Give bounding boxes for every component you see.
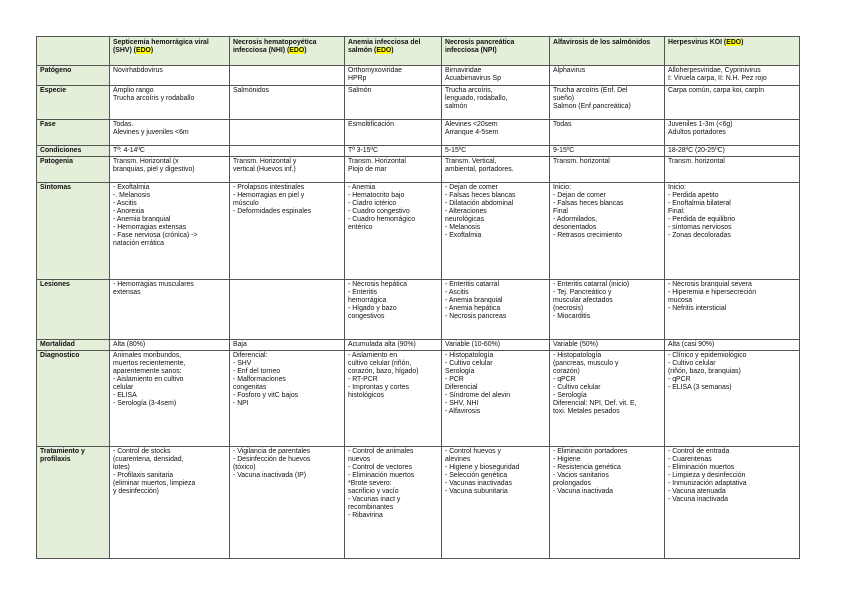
- table-cell: Transm. Horizontal Piojo de mar: [345, 157, 442, 183]
- table-cell: - Vigilancia de parentales - Desinfección de huevos (tóxico) - Vacuna inactivada (IP): [230, 447, 345, 559]
- row-header: Fase: [37, 120, 110, 146]
- table-cell: Transm. Vertical, ambiental, portadores.: [442, 157, 550, 183]
- table-cell: Tª 3-15ºC: [345, 146, 442, 157]
- table-cell: Trucha arcoíris (Enf. Del sueño) Salmon (Enf pancreática): [550, 86, 665, 120]
- row-header: Mortalidad: [37, 340, 110, 351]
- edo-tag: EDO: [135, 47, 151, 54]
- table-cell: Todas: [550, 120, 665, 146]
- table-cell: Variable (50%): [550, 340, 665, 351]
- table-cell: - Enteritis catarral - Ascitis - Anemia branquial - Anemia hepática - Necrosis pancreas: [442, 280, 550, 340]
- table-cell: Tª: 4-14ºC: [110, 146, 230, 157]
- table-cell: - Control de entrada - Cuarentenas - Eliminación muertos - Limpieza y desinfección - Inmunización adaptativa - Vacuna atenuada - Vacuna inactivada: [665, 447, 800, 559]
- table-cell: Animales moribundos, muertos recientemente, aparentemente sanos: - Aislamiento en cultivo celular - ELISA - Serología (3-4sem): [110, 351, 230, 447]
- table-cell: Baja: [230, 340, 345, 351]
- table-row: [37, 351, 800, 447]
- table-row: [37, 183, 800, 280]
- table-cell: Transm. horizontal: [665, 157, 800, 183]
- table-row: [37, 447, 800, 559]
- corner-cell: [37, 37, 110, 66]
- table-cell: - Hemorragias musculares extensas: [110, 280, 230, 340]
- table-cell: Juveniles 1-3m (<6g) Adultos portadores: [665, 120, 800, 146]
- table-cell: Orthomyxoviridae HPRp: [345, 66, 442, 86]
- table-cell: Transm. Horizontal (x branquias, piel y digestivo): [110, 157, 230, 183]
- table-cell: - Enteritis catarral (inicio) - Tej. Pancreático y muscular afectados (necrosis) - Miocarditis: [550, 280, 665, 340]
- table-row: [37, 280, 800, 340]
- table-cell: 5-15ºC: [442, 146, 550, 157]
- table-cell: Amplio rango Trucha arcoíris y rodaballo: [110, 86, 230, 120]
- row-header: Patógeno: [37, 66, 110, 86]
- edo-tag: EDO: [289, 47, 305, 54]
- row-header: Síntomas: [37, 183, 110, 280]
- column-header: [442, 37, 550, 66]
- table-cell: Alta (80%): [110, 340, 230, 351]
- table-cell: Todas. Alevines y juveniles <6m: [110, 120, 230, 146]
- column-header-label: Necrosis hematopoyética infecciosa (NHI): [233, 39, 317, 54]
- table-cell: Inicio: - Dejan de comer - Falsas heces blancas Final - Adormilados, desorientados - Retrasos crecimiento: [550, 183, 665, 280]
- table-cell: Novirhabdovirus: [110, 66, 230, 86]
- table-cell: - Prolapsos intestinales - Hemorragias en piel y músculo - Deformidades espinales: [230, 183, 345, 280]
- column-header-label: Alfavirosis de los salmónidos: [553, 39, 651, 46]
- table-cell: [230, 66, 345, 86]
- table-cell: Salmón: [345, 86, 442, 120]
- row-header: Tratamiento y profilaxis: [37, 447, 110, 559]
- table-cell: - Control de animales nuevos - Control de vectores - Eliminación muertos *Brote severo: sacrificio y vacío - Vacunas inact y recombinantes - Ribavirina: [345, 447, 442, 559]
- column-header: [550, 37, 665, 66]
- table-row: [37, 157, 800, 183]
- table-cell: Alta (casi 90%): [665, 340, 800, 351]
- table-cell: [230, 280, 345, 340]
- disease-comparison-table: [36, 36, 800, 559]
- edo-tag: EDO: [726, 39, 742, 46]
- table-cell: - Clínico y epidemiológico - Cultivo celular (riñón, bazo, branquias) - qPCR - ELISA (3 semanas): [665, 351, 800, 447]
- table-cell: Transm. horizontal: [550, 157, 665, 183]
- column-header-label: Herpesvirus KOI: [668, 39, 722, 46]
- table-cell: - Anemia - Hematocrito bajo - Ciadro ictérico - Cuadro congestivo - Cuadro hemorrágico entérico: [345, 183, 442, 280]
- table-cell: 18-28ºC (20-25ºC): [665, 146, 800, 157]
- table-cell: Trucha arcoíris, lenguado, rodaballo, salmón: [442, 86, 550, 120]
- table-cell: - Dejan de comer - Falsas heces blancas - Dilatación abdominal - Alteraciones neurológicas - Melanosis - Exoftalmia: [442, 183, 550, 280]
- table-row: [37, 120, 800, 146]
- column-header-label: Septicemia hemorrágica viral (SHV): [113, 39, 209, 54]
- edo-tag: EDO: [376, 47, 392, 54]
- row-header: Diagnostico: [37, 351, 110, 447]
- table-cell: - Necrosis branquial severa - Hiperemia e hipersecreción mucosa - Nefritis intersticial: [665, 280, 800, 340]
- table-cell: Salmónidos: [230, 86, 345, 120]
- table-cell: - Aislamiento en cultivo celular (riñón, corazón, bazo, hígado) - RT-PCR - Improntas y cortes histológicos: [345, 351, 442, 447]
- table-cell: Diferencial: - SHV - Enf del torneo - Malformaciones congenitas - Fosforo y vitC bajos - NPI: [230, 351, 345, 447]
- table-cell: Esmoltificación: [345, 120, 442, 146]
- table-cell: [230, 146, 345, 157]
- row-header: Especie: [37, 86, 110, 120]
- column-header: Herpesvirus KOI (EDO): [665, 37, 800, 66]
- row-header: Lesiones: [37, 280, 110, 340]
- table-cell: Variable (10-60%): [442, 340, 550, 351]
- table-cell: Carpa común, carpa koi, carpín: [665, 86, 800, 120]
- table-cell: Inicio: - Perdida apetito - Enoftalmia bilateral Final: - Perdida de equilibrio - síntomas nerviosos - Zonas decoloradas: [665, 183, 800, 280]
- row-header: Patogenia: [37, 157, 110, 183]
- table-cell: 9-15ºC: [550, 146, 665, 157]
- column-header: Necrosis hematopoyética infecciosa (NHI) (EDO): [230, 37, 345, 66]
- table-cell: - Necrosis hepática - Enteritis hemorrágica - Hígado y bazo congestivos: [345, 280, 442, 340]
- table-row: [37, 66, 800, 86]
- row-header: Condiciones: [37, 146, 110, 157]
- table-cell: - Control de stocks (cuarentena, densidad, lotes) - Profilaxis sanitaria (eliminar muertos, limpieza y desinfección): [110, 447, 230, 559]
- table-row: [37, 86, 800, 120]
- table-cell: Acumulada alta (90%): [345, 340, 442, 351]
- column-header-label: Necrosis pancreática infecciosa (NPI): [445, 39, 515, 54]
- table-row: [37, 340, 800, 351]
- table-cell: [230, 120, 345, 146]
- column-header-label: Anemia infecciosa del salmón: [348, 39, 421, 54]
- table-cell: Alphavirus: [550, 66, 665, 86]
- table-cell: Alevines <20sem Arranque 4-5sem: [442, 120, 550, 146]
- column-header: Anemia infecciosa del salmón (EDO): [345, 37, 442, 66]
- header-row: [37, 37, 800, 66]
- table-cell: - Histopatología - Cultivo celular Serología - PCR Diferencial - Síndrome del alevin - SHV, NHI - Alfavirosis: [442, 351, 550, 447]
- table-cell: - Control huevos y alevines - Higiene y bioseguridad - Selección genética - Vacunas inactivadas - Vacuna subunitaria: [442, 447, 550, 559]
- table-cell: Birnaviridae Acuabirnavirus Sp: [442, 66, 550, 86]
- table-cell: Alloherpesviridae, Cyprinivirus I: Viruela carpa, II: N.H. Pez rojo: [665, 66, 800, 86]
- table-cell: Transm. Horizontal y vertical (Huevos inf.): [230, 157, 345, 183]
- table-cell: - Eliminación portadores - Higiene - Resistencia genética - Vacios sanitarios prolongados - Vacuna inactivada: [550, 447, 665, 559]
- table-row: [37, 146, 800, 157]
- column-header: Septicemia hemorrágica viral (SHV) (EDO): [110, 37, 230, 66]
- table-cell: - Exoftalmia -. Melanosis - Ascitis - Anorexia - Anemia branquial - Hemorragias extensas - Fase nerviosa (crónica) -> natación errática: [110, 183, 230, 280]
- table-cell: - Histopatología (pancreas, musculo y corazón) - qPCR - Cultivo celular - Serología Diferencial: NPI, Def. vit. E, toxi. Metales pesados: [550, 351, 665, 447]
